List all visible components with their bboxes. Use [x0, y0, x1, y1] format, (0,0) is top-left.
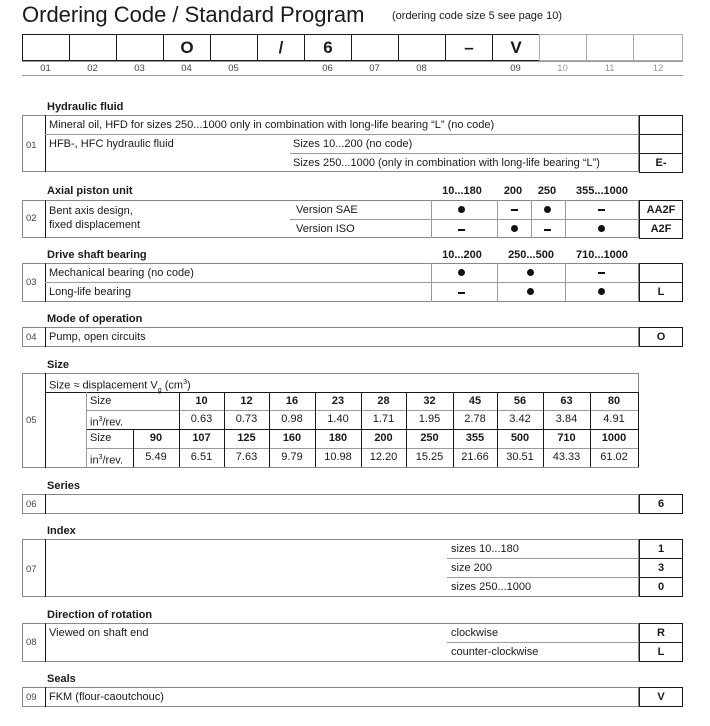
- section-num-08: 08: [26, 637, 37, 648]
- size-value: 56: [513, 395, 527, 407]
- size-label-row1: Size: [90, 395, 112, 407]
- fluid-hfb-hfc: HFB-, HFC hydraulic fluid: [49, 138, 174, 150]
- avail-dot: [598, 225, 605, 232]
- in3-value: 43.33: [552, 451, 581, 463]
- col-10-180: 10...180: [442, 185, 482, 197]
- col-710-1000: 710...1000: [576, 249, 628, 261]
- in3-value: 61.02: [600, 451, 628, 463]
- version-iso: Version ISO: [296, 223, 355, 235]
- size-value: 90: [149, 432, 163, 444]
- fluid-sizes-10-200: Sizes 10...200 (no code): [293, 138, 413, 150]
- index-size-200: size 200: [451, 562, 492, 574]
- size-value: 10: [195, 395, 208, 407]
- in3-value: 5.49: [145, 451, 167, 463]
- in3-label-row1: $in^3$/rev.: [90, 416, 124, 429]
- rotation-counter-clockwise: counter-clockwise: [451, 646, 539, 658]
- avail-dot: [511, 225, 518, 232]
- code-strip-cell: [633, 34, 683, 61]
- code-box-07-0: 0: [639, 577, 683, 597]
- code-position-number: 02: [87, 63, 98, 74]
- in3-value: 3.42: [509, 413, 531, 425]
- avail-dot: [527, 288, 534, 295]
- code-position-number: 01: [40, 63, 51, 74]
- section-num-09: 09: [26, 692, 37, 703]
- code-box-07-3: 3: [639, 558, 683, 578]
- code-box-02-iso: A2F: [639, 219, 683, 239]
- size-value: 32: [423, 395, 436, 407]
- code-box-08-l: L: [639, 642, 683, 662]
- section-num-03: 03: [26, 277, 37, 288]
- section-heading-hydraulic-fluid: Hydraulic fluid: [47, 101, 124, 113]
- col-250: 250: [537, 185, 557, 197]
- avail-dot: [527, 269, 534, 276]
- size-value: 355: [465, 432, 485, 444]
- size-subheading: Size ≈ displacement $V_g$ $(cm^3)$: [49, 379, 191, 394]
- avail-dash: [458, 292, 465, 294]
- code-strip-cell: [351, 34, 398, 61]
- section-num-01: 01: [26, 140, 37, 151]
- code-position-number: 05: [228, 63, 239, 74]
- size-value: 63: [560, 395, 573, 407]
- section-num-04: 04: [26, 332, 37, 343]
- avail-dash: [598, 209, 605, 211]
- in3-value: 6.51: [190, 451, 213, 463]
- col-200: 200: [503, 185, 523, 197]
- avail-dot: [458, 269, 465, 276]
- size-value: 250: [420, 432, 439, 444]
- in3-value: 15.25: [415, 451, 444, 463]
- in3-value: 9.79: [281, 451, 303, 463]
- viewed-on-shaft-end: Viewed on shaft end: [49, 627, 149, 639]
- col-10-200: 10...200: [442, 249, 482, 261]
- pump-open-circuits: Pump, open circuits: [49, 331, 146, 343]
- size-value: 45: [468, 395, 482, 407]
- code-position-number: 11: [604, 63, 615, 74]
- mechanical-bearing: Mechanical bearing (no code): [49, 267, 194, 279]
- avail-dot: [598, 288, 605, 295]
- avail-dash: [544, 229, 551, 231]
- version-sae: Version SAE: [296, 204, 358, 216]
- code-position-number: 12: [652, 63, 664, 74]
- in3-value: 7.63: [235, 451, 258, 463]
- section-heading-seals: Seals: [47, 673, 76, 685]
- code-strip-cell: –: [445, 34, 492, 61]
- code-box-06: 6: [639, 494, 683, 514]
- section-heading-drive-shaft-bearing: Drive shaft bearing: [47, 249, 147, 261]
- code-box-09: V: [639, 687, 683, 707]
- in3-value: 2.78: [464, 413, 486, 425]
- seals-fkm: FKM (flour-caoutchouc): [49, 691, 164, 703]
- fluid-sizes-250-1000: Sizes 250...1000 (only in combination with long-life bearing “L”): [293, 157, 600, 169]
- code-position-number: 09: [510, 63, 521, 74]
- code-strip-cell: 6: [304, 34, 351, 61]
- code-position-number: 06: [322, 63, 333, 74]
- code-strip-cell: [539, 34, 586, 61]
- code-strip-cell: [210, 34, 257, 61]
- in3-value: 1.71: [372, 413, 395, 425]
- in3-value: 3.84: [555, 413, 578, 425]
- size-value: 710: [557, 432, 576, 444]
- section-num-07: 07: [26, 564, 37, 575]
- col-355-1000: 355...1000: [576, 185, 628, 197]
- col-250-500: 250...500: [508, 249, 554, 261]
- code-strip-cell: [586, 34, 633, 61]
- code-position-number: 04: [181, 63, 192, 74]
- code-strip-cell: [22, 34, 69, 61]
- size-label-row2: Size: [90, 432, 112, 444]
- code-position-number: 10: [557, 63, 568, 74]
- avail-dash: [598, 272, 605, 274]
- in3-value: 0.63: [190, 413, 213, 425]
- size-value: 1000: [601, 432, 627, 444]
- size-value: 125: [237, 432, 256, 444]
- code-strip-cell: [398, 34, 445, 61]
- code-strip-cell: /: [257, 34, 304, 61]
- code-box-01: E-: [639, 153, 683, 173]
- section-heading-direction-of-rotation: Direction of rotation: [47, 609, 153, 621]
- in3-label-row2: $in^3$/rev.: [90, 454, 124, 467]
- code-strip-cell: [116, 34, 163, 61]
- section-06-frame: [22, 494, 639, 514]
- section-num-05: 05: [26, 415, 37, 426]
- section-num-02: 02: [26, 213, 37, 224]
- in3-value: 30.51: [506, 451, 534, 463]
- page-title: Ordering Code / Standard Program: [22, 2, 365, 27]
- page-title-note: (ordering code size 5 see page 10): [392, 10, 562, 22]
- section-heading-mode-of-operation: Mode of operation: [47, 313, 143, 325]
- section-heading-series: Series: [47, 480, 81, 492]
- in3-value: 10.98: [324, 451, 352, 463]
- size-value: 160: [282, 432, 302, 444]
- code-strip-cell: [69, 34, 116, 61]
- code-box-03: L: [639, 282, 683, 302]
- section-heading-index: Index: [47, 525, 76, 537]
- avail-dot: [458, 206, 465, 213]
- code-box-08-r: R: [639, 623, 683, 643]
- in3-value: 1.95: [418, 413, 441, 425]
- in3-value: 0.73: [235, 413, 258, 425]
- size-value: 23: [331, 395, 345, 407]
- rotation-clockwise: clockwise: [451, 627, 499, 639]
- code-strip-cell: V: [492, 34, 539, 61]
- size-value: 200: [374, 432, 393, 444]
- fluid-mineral-oil: Mineral oil, HFD for sizes 250...1000 only in combination with long-life bearing “L” (no code): [49, 119, 495, 131]
- code-strip-cell: O: [163, 34, 210, 61]
- size-value: 28: [377, 395, 390, 407]
- code-box-07-1: 1: [639, 539, 683, 559]
- bent-axis-desc-2: fixed displacement: [49, 219, 141, 231]
- avail-dot: [544, 206, 551, 213]
- size-value: 500: [510, 432, 530, 444]
- size-value: 12: [240, 395, 253, 407]
- bent-axis-desc-1: Bent axis design,: [49, 205, 133, 217]
- index-sizes-10-180: sizes 10...180: [451, 543, 519, 555]
- in3-value: 1.40: [327, 413, 349, 425]
- in3-value: 12.20: [369, 451, 398, 463]
- in3-value: 0.98: [281, 413, 303, 425]
- index-sizes-250-1000: sizes 250...1000: [451, 581, 532, 593]
- code-box-02-sae: AA2F: [639, 200, 683, 220]
- code-position-number: 08: [416, 63, 427, 74]
- code-position-number: 07: [369, 63, 380, 74]
- section-07-frame: [22, 539, 639, 597]
- in3-value: 4.91: [603, 413, 625, 425]
- code-box-04: O: [639, 327, 683, 347]
- section-heading-axial-piston-unit: Axial piston unit: [47, 185, 133, 197]
- section-num-06: 06: [26, 499, 37, 510]
- code-position-number: 03: [134, 63, 145, 74]
- long-life-bearing: Long-life bearing: [49, 286, 131, 298]
- size-value: 180: [328, 432, 348, 444]
- size-value: 107: [192, 432, 211, 444]
- size-value: 80: [607, 395, 621, 407]
- size-value: 16: [285, 395, 299, 407]
- section-heading-size: Size: [47, 359, 70, 371]
- avail-dash: [458, 229, 465, 231]
- in3-value: 21.66: [461, 451, 489, 463]
- avail-dash: [511, 209, 518, 211]
